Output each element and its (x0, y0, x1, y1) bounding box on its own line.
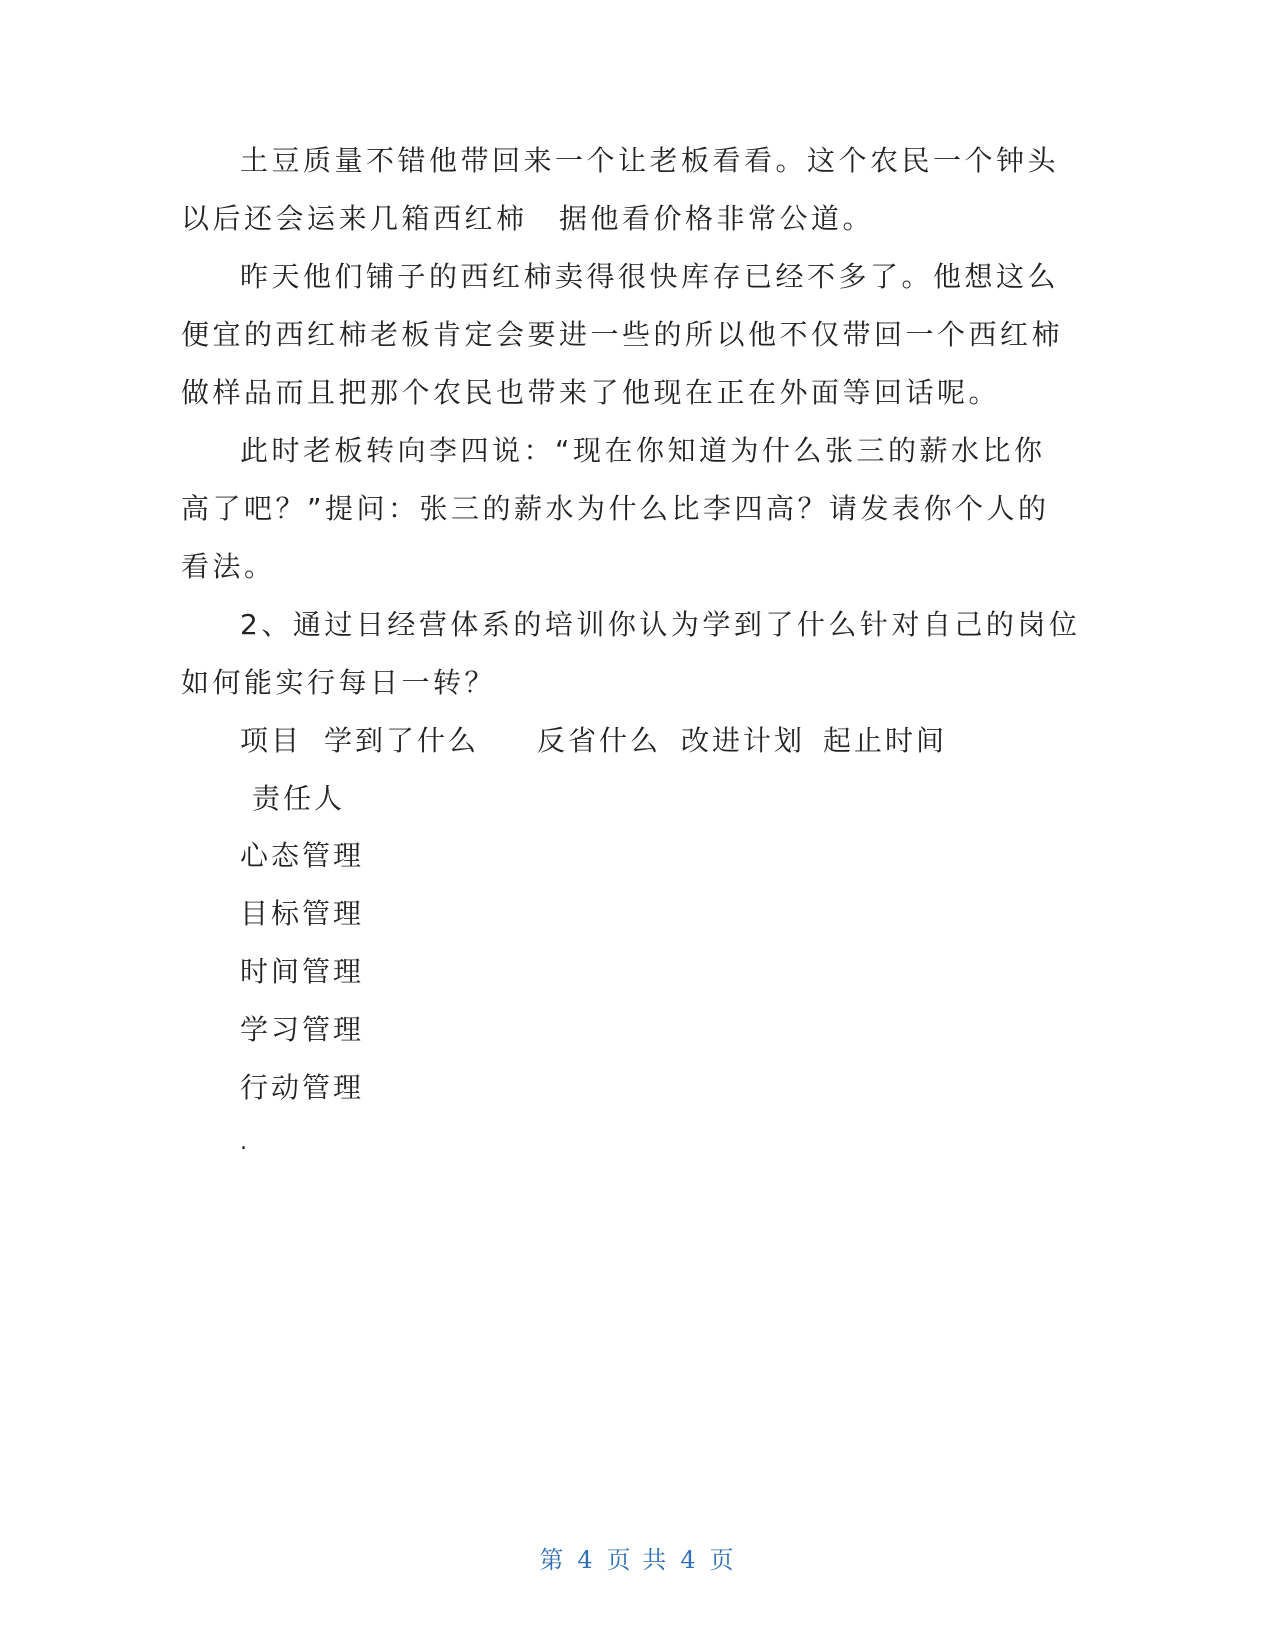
table-row: 目标管理 (240, 897, 365, 930)
paragraph-line: 昨天他们铺子的西红柿卖得很快库存已经不多了。他想这么 (240, 260, 1060, 293)
table-header-cell: 起止时间 (823, 724, 948, 757)
footer-current-page: 4 (577, 1546, 595, 1574)
paragraph-line: 看法。 (181, 550, 276, 583)
table-header-cell: 学到了什么 (324, 724, 480, 757)
table-row: 时间管理 (240, 955, 365, 988)
paragraph-line: 以后还会运来几箱西红柿 据他看价格非常公道。 (181, 202, 875, 235)
table-header-cell: 改进计划 (681, 724, 806, 757)
table-row: 行动管理 (240, 1071, 365, 1104)
paragraph-line: 便宜的西红柿老板肯定会要进一些的所以他不仅带回一个西红柿 (181, 318, 1064, 351)
paragraph-line: 高了吧？”提问：张三的薪水为什么比李四高？请发表你个人的 (181, 492, 1050, 525)
footer-middle: 页 共 (606, 1546, 669, 1574)
paragraph-line: 此时老板转向李四说：“现在你知道为什么张三的薪水比你 (240, 434, 1046, 467)
question-line: 如何能实行每日一转？ (181, 666, 497, 699)
footer-suffix: 页 (709, 1546, 736, 1574)
footer-prefix: 第 (539, 1546, 566, 1574)
table-header-cell: 反省什么 (537, 724, 662, 757)
table-header-cell: 项目 (240, 724, 303, 757)
paragraph-line: 土豆质量不错他带回来一个让老板看看。这个农民一个钟头 (240, 144, 1060, 177)
question-line: 2、通过日经营体系的培训你认为学到了什么针对自己的岗位 (240, 608, 1081, 641)
table-row: 学习管理 (240, 1013, 365, 1046)
page-footer (0, 1540, 1275, 1575)
table-row: 心态管理 (240, 839, 365, 872)
table-header-cell: 责任人 (252, 782, 346, 815)
trailing-mark: . (240, 1130, 247, 1155)
footer-total-pages: 4 (680, 1546, 698, 1574)
paragraph-line: 做样品而且把那个农民也带来了他现在正在外面等回话呢。 (181, 376, 1001, 409)
